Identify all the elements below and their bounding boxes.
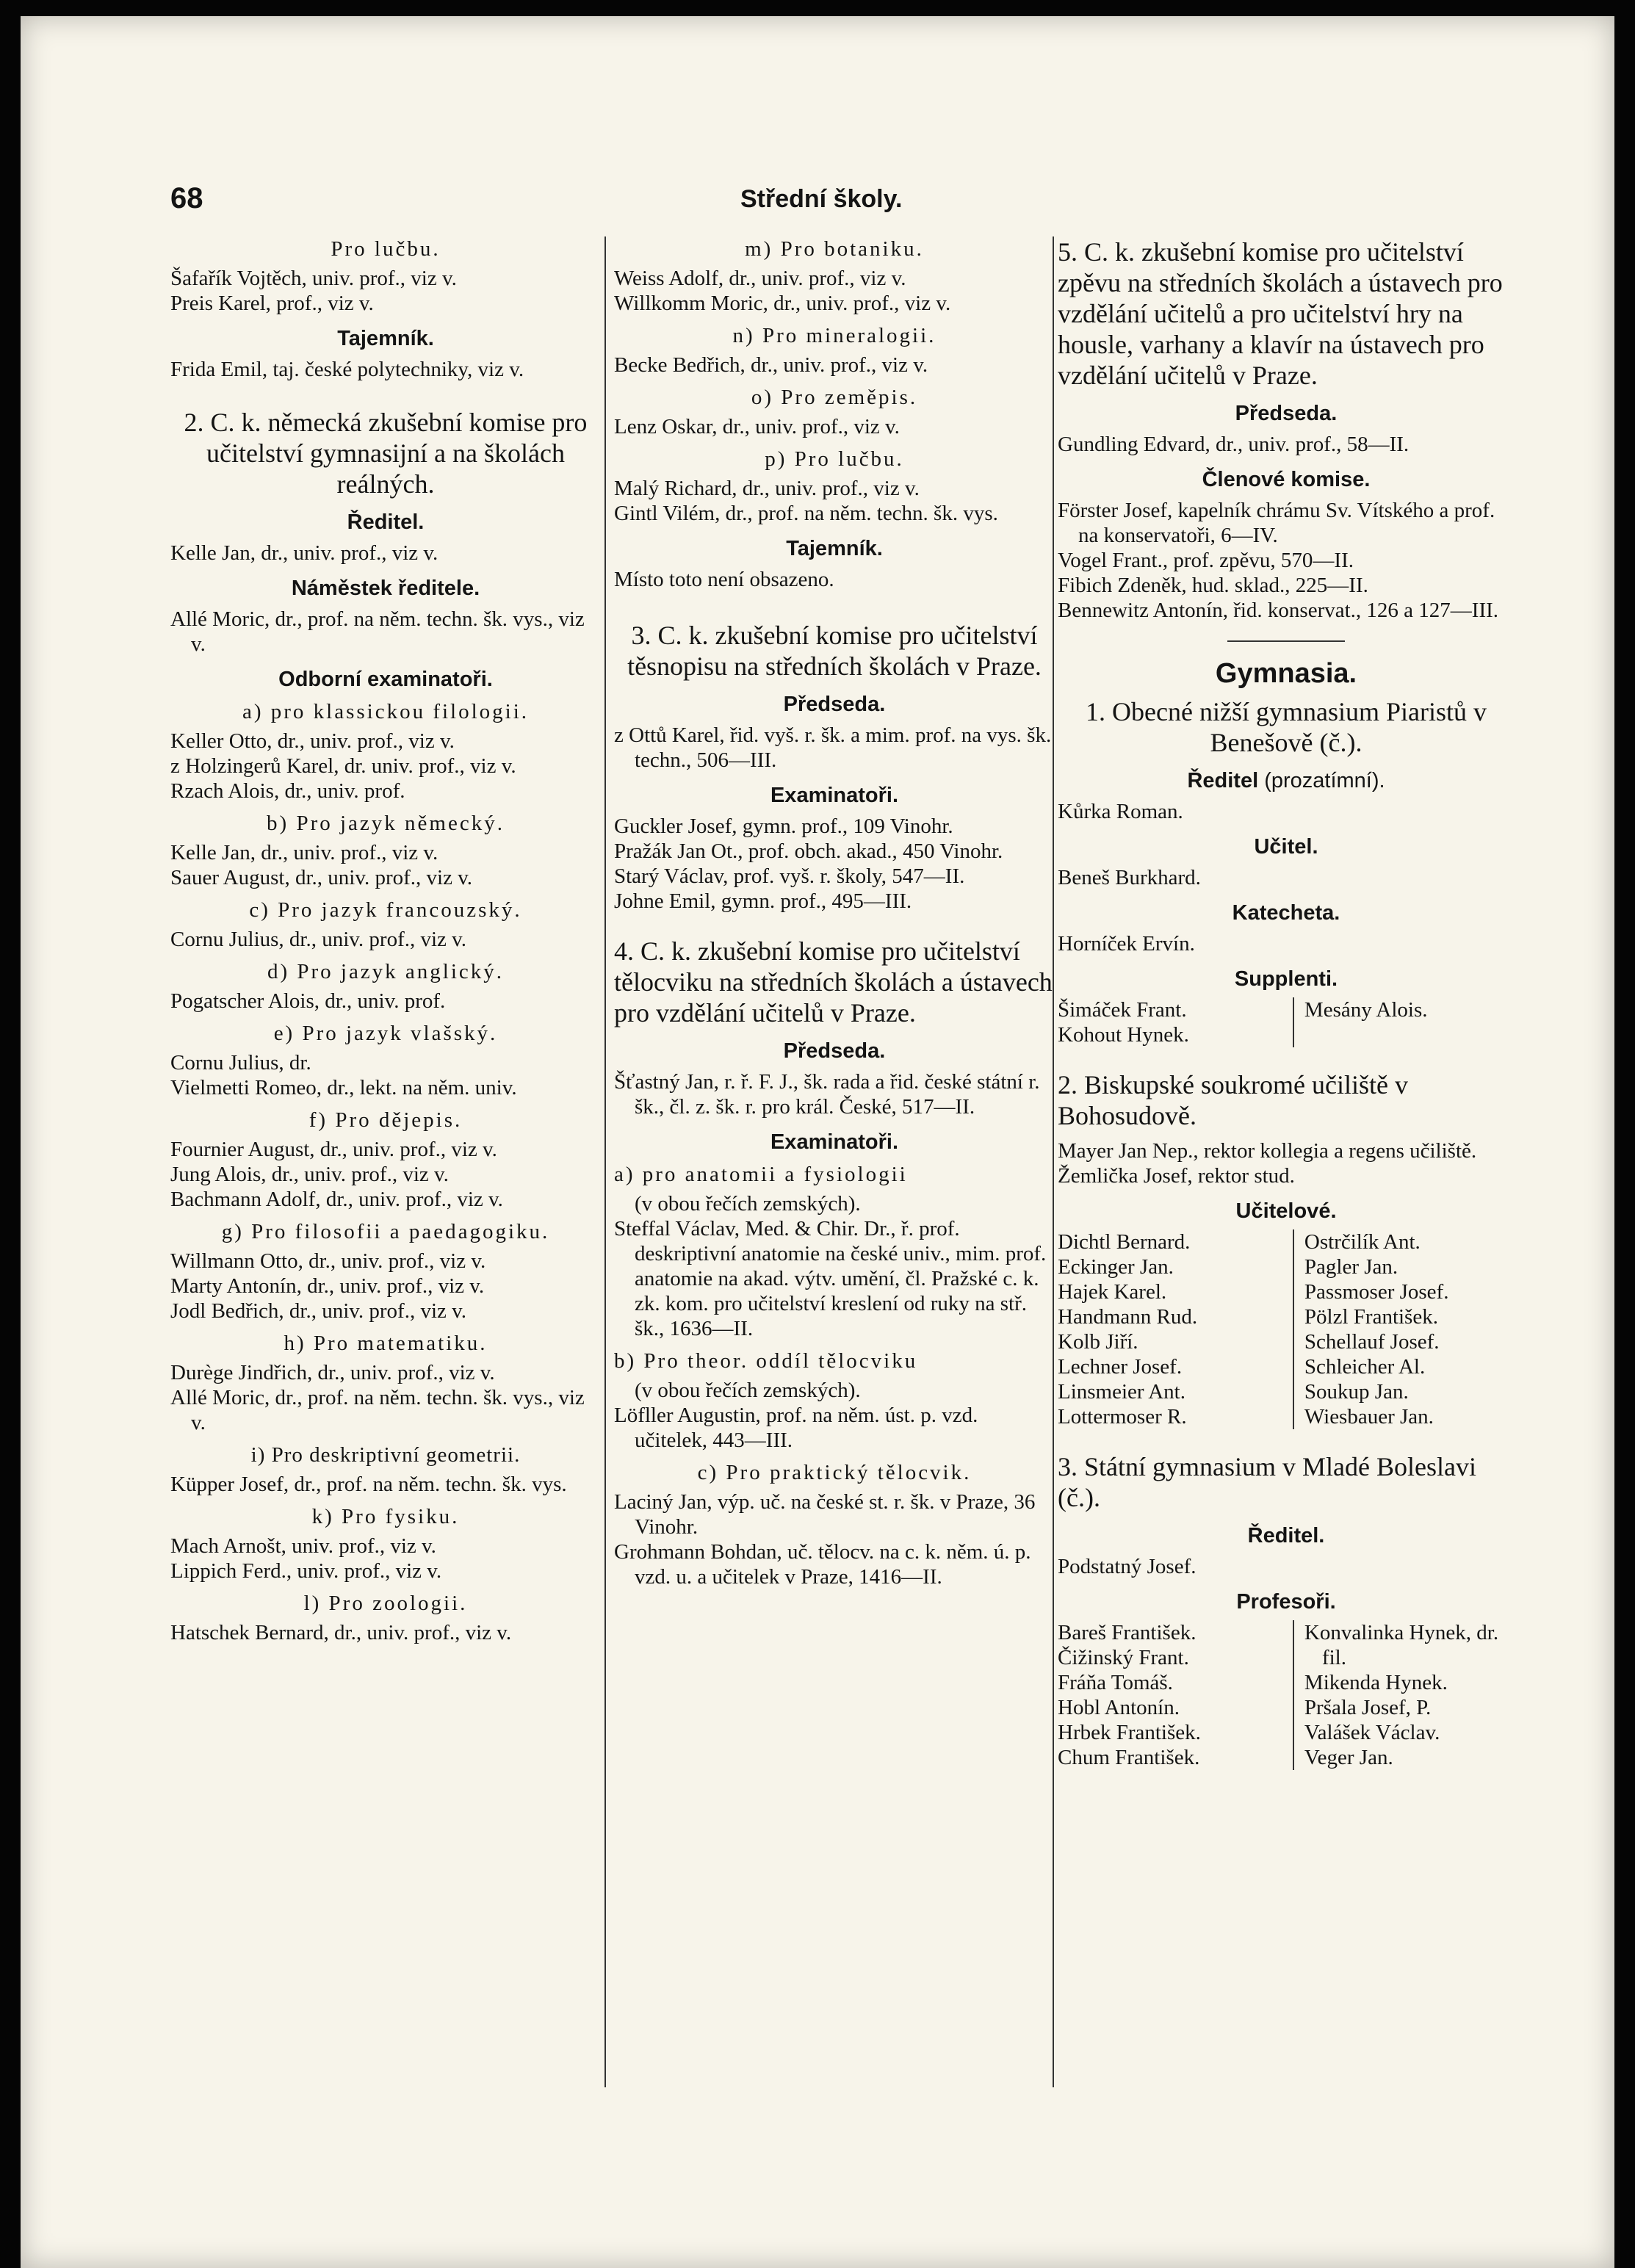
entry: Mach Arnošt, univ. prof., viz v.	[170, 1534, 436, 1558]
entry: Hatschek Bernard, dr., univ. prof., viz v.	[170, 1621, 512, 1644]
entry: Lenz Oskar, dr., univ. prof., viz v.	[614, 415, 900, 438]
two-column-list	[1058, 997, 1515, 1047]
list-item: Kohout Hynek.	[1058, 1023, 1189, 1047]
entry: Kelle Jan, dr., univ. prof., viz v.	[170, 541, 438, 565]
column-divider	[604, 236, 606, 2087]
list-item: Passmoser Josef.	[1304, 1280, 1449, 1304]
entry: Mayer Jan Nep., rektor kollegia a regens učiliště.	[1058, 1139, 1477, 1163]
entry: Vogel Frant., prof. zpěvu, 570—II.	[1058, 549, 1354, 572]
entry: Durège Jindřich, dr., univ. prof., viz v.	[170, 1361, 495, 1384]
entry: Fibich Zdeněk, hud. sklad., 225—II.	[1058, 574, 1368, 597]
school-title: 2. Biskupské soukromé učiliště v Bohosudově.	[1058, 1070, 1408, 1130]
list-right	[1294, 1620, 1515, 1770]
entry: Preis Karel, prof., viz v.	[170, 292, 374, 315]
list-right	[1294, 997, 1515, 1047]
list-item: Pagler Jan.	[1304, 1255, 1398, 1279]
entry: Allé Moric, dr., prof. na něm. techn. šk. vys., viz v.	[170, 1386, 585, 1434]
entry: Bennewitz Antonín, řid. konservat., 126 a 127—III.	[1058, 599, 1499, 622]
list-item: Lottermoser R.	[1058, 1405, 1187, 1429]
list-left	[1058, 1229, 1294, 1429]
list-item: Lechner Josef.	[1058, 1355, 1183, 1379]
subject-heading: a) pro anatomii a fysiologii	[614, 1163, 908, 1186]
entry: Guckler Josef, gymn. prof., 109 Vinohr.	[614, 815, 953, 838]
entry: Willkomm Moric, dr., univ. prof., viz v.	[614, 292, 951, 315]
entry: Horníček Ervín.	[1058, 932, 1195, 956]
list-item: Pölzl František.	[1304, 1305, 1438, 1329]
heading-namestek: Náměstek ředitele.	[291, 577, 480, 600]
list-item: Wiesbauer Jan.	[1304, 1405, 1434, 1429]
school-title: 3. Státní gymnasium v Mladé Boleslavi (č.).	[1058, 1452, 1476, 1512]
heading-odborni: Odborní examinatoři.	[278, 668, 493, 691]
subject-heading: k) Pro fysiku.	[311, 1505, 460, 1528]
list-item: Schleicher Al.	[1304, 1355, 1426, 1379]
subject-heading: d) Pro jazyk anglický.	[267, 960, 505, 983]
two-column-list	[1058, 1229, 1515, 1429]
entry: Beneš Burkhard.	[1058, 866, 1201, 889]
heading-predseda: Předseda.	[783, 1039, 886, 1063]
entry: Šafařík Vojtěch, univ. prof., viz v.	[170, 267, 457, 290]
entry: Kelle Jan, dr., univ. prof., viz v.	[170, 841, 438, 864]
heading-supplenti: Supplenti.	[1234, 967, 1338, 991]
subject-note: (v obou řečích zemských).	[635, 1192, 861, 1216]
list-item: Veger Jan.	[1304, 1746, 1393, 1769]
subject-heading: b) Pro jazyk německý.	[267, 812, 505, 835]
subject-heading: m) Pro botaniku.	[745, 237, 924, 261]
heading-examinatori: Examinatoři.	[770, 784, 899, 807]
school-title: 1. Obecné nižší gymnasium Piaristů v Benešově (č.).	[1086, 697, 1487, 757]
entry: Laciný Jan, výp. uč. na české st. r. šk. v Praze, 36 Vinohr.	[614, 1490, 1036, 1539]
entry: Kůrka Roman.	[1058, 800, 1183, 823]
list-item: Bareš František.	[1058, 1621, 1197, 1644]
subject-heading: e) Pro jazyk vlašský.	[273, 1022, 498, 1045]
entry: Malý Richard, dr., univ. prof., viz v.	[614, 477, 920, 500]
list-item: Linsmeier Ant.	[1058, 1380, 1185, 1404]
heading-tajemnik: Tajemník.	[337, 327, 434, 350]
heading-ucitel: Učitel.	[1254, 835, 1318, 859]
subject-heading: h) Pro matematiku.	[284, 1332, 488, 1355]
entry: Fournier August, dr., univ. prof., viz v.	[170, 1138, 497, 1161]
entry: Steffal Václav, Med. & Chir. Dr., ř. prof. deskriptivní anatomie na české univ., mim. prof. anatomie na akad. výtv. umění, čl. Pražské c. k. zk. kom. pro učitelství kreslení od ruky na stř. šk., 1636—II.	[614, 1217, 1047, 1340]
running-head: Střední školy.	[740, 185, 903, 213]
heading-profesori: Profesoři.	[1236, 1590, 1336, 1614]
entry: Willmann Otto, dr., univ. prof., viz v.	[170, 1249, 486, 1273]
subject-heading: l) Pro zoologii.	[303, 1592, 468, 1615]
subject-heading: i) Pro deskriptivní geometrii.	[250, 1443, 521, 1467]
document-page	[21, 16, 1614, 2268]
heading-clenove: Členové komise.	[1202, 468, 1371, 491]
list-item: Hrbek František.	[1058, 1721, 1201, 1744]
entry: Marty Antonín, dr., univ. prof., viz v.	[170, 1274, 485, 1298]
subject-heading: f) Pro dějepis.	[308, 1108, 463, 1132]
entry: Weiss Adolf, dr., univ. prof., viz v.	[614, 267, 906, 290]
entry: Cornu Julius, dr.	[170, 1051, 311, 1075]
subject-heading: c) Pro praktický tělocvik.	[697, 1461, 972, 1484]
entry: Förster Josef, kapelník chrámu Sv. Vítského a prof. na konservatoři, 6—IV.	[1058, 499, 1495, 547]
entry: Pogatscher Alois, dr., univ. prof.	[170, 989, 446, 1013]
list-item: Fráňa Tomáš.	[1058, 1671, 1173, 1694]
entry: Frida Emil, taj. české polytechniky, viz v.	[170, 358, 524, 381]
entry: Starý Václav, prof. vyš. r. školy, 547—II.	[614, 864, 965, 888]
list-item: Pršala Josef, P.	[1304, 1696, 1432, 1719]
subject-heading: n) Pro mineralogii.	[732, 324, 936, 347]
entry: Podstatný Josef.	[1058, 1555, 1197, 1578]
list-item: Mikenda Hynek.	[1304, 1671, 1448, 1694]
list-left	[1058, 997, 1294, 1047]
heading-reditel: Ředitel.	[1247, 1524, 1325, 1547]
list-item: Šimáček Frant.	[1058, 998, 1187, 1022]
entry: Žemlička Josef, rektor stud.	[1058, 1164, 1295, 1188]
heading-reditel-note: (prozatímní).	[1264, 769, 1385, 792]
two-column-list	[1058, 1620, 1515, 1770]
subject-heading: a) pro klassickou filologii.	[242, 700, 530, 723]
entry: Sauer August, dr., univ. prof., viz v.	[170, 866, 473, 889]
list-item: Kolb Jiří.	[1058, 1330, 1138, 1354]
list-item: Handmann Rud.	[1058, 1305, 1198, 1329]
list-item: Eckinger Jan.	[1058, 1255, 1174, 1279]
entry: z Ottů Karel, řid. vyš. r. šk. a mim. prof. na vys. šk. techn., 506—III.	[614, 723, 1052, 772]
entry: Pražák Jan Ot., prof. obch. akad., 450 Vinohr.	[614, 839, 1003, 863]
list-item: Mesány Alois.	[1304, 998, 1428, 1022]
commission-title: 3. C. k. zkušební komise pro učitelství těsnopisu na středních školách v Praze.	[627, 621, 1042, 681]
heading-examinatori: Examinatoři.	[770, 1130, 899, 1154]
entry: Bachmann Adolf, dr., univ. prof., viz v.	[170, 1188, 503, 1211]
heading-reditel-label: Ředitel	[1187, 769, 1259, 792]
subject-heading: o) Pro zeměpis.	[751, 386, 918, 409]
heading-ucitelove: Učitelové.	[1235, 1199, 1337, 1223]
entry: Cornu Julius, dr., univ. prof., viz v.	[170, 928, 467, 951]
entry: Jung Alois, dr., univ. prof., viz v.	[170, 1163, 449, 1186]
entry: Grohmann Bohdan, uč. tělocv. na c. k. něm. ú. p. vzd. u. a učitelek v Praze, 1416—II.	[614, 1540, 1031, 1589]
list-item: Dichtl Bernard.	[1058, 1230, 1191, 1254]
section-divider	[1227, 640, 1345, 642]
entry: Místo toto není obsazeno.	[614, 568, 834, 591]
heading-reditel	[1058, 768, 1515, 793]
heading-reditel: Ředitel.	[347, 510, 425, 534]
list-left	[1058, 1620, 1294, 1770]
list-item: Valášek Václav.	[1304, 1721, 1440, 1744]
entry: Jodl Bedřich, dr., univ. prof., viz v.	[170, 1299, 466, 1323]
subject-heading: b) Pro theor. oddíl tělocviku	[614, 1349, 918, 1373]
commission-title: 5. C. k. zkušební komise pro učitelství zpěvu na středních školách a ústavech pro vzdělání učitelů a pro učitelství hry na housle, varhany a klavír na ústavech pro vzdělání učitelů v Praze.	[1058, 237, 1503, 390]
list-item: Hobl Antonín.	[1058, 1696, 1180, 1719]
list-item: Schellauf Josef.	[1304, 1330, 1440, 1354]
subject-heading: c) Pro jazyk francouzský.	[249, 898, 522, 922]
section-heading: Pro lučbu.	[331, 237, 441, 261]
entry: Vielmetti Romeo, dr., lekt. na něm. univ.	[170, 1076, 517, 1099]
subject-note: (v obou řečích zemských).	[635, 1379, 861, 1402]
subject-heading: p) Pro lučbu.	[765, 447, 904, 471]
list-right	[1294, 1229, 1515, 1429]
entry: Löfller Augustin, prof. na něm. úst. p. vzd. učitelek, 443—III.	[614, 1404, 978, 1452]
list-item: Soukup Jan.	[1304, 1380, 1409, 1404]
entry: Allé Moric, dr., prof. na něm. techn. šk. vys., viz v.	[170, 607, 585, 656]
column-3	[1058, 236, 1515, 1773]
column-1	[170, 236, 601, 1645]
entry: Becke Bedřich, dr., univ. prof., viz v.	[614, 353, 928, 377]
entry: Lippich Ferd., univ. prof., viz v.	[170, 1559, 442, 1583]
entry: Keller Otto, dr., univ. prof., viz v.	[170, 729, 455, 753]
heading-tajemnik: Tajemník.	[786, 537, 883, 560]
commission-title: 4. C. k. zkušební komise pro učitelství tělocviku na středních školách a ústavech pro vzdělání učitelů v Praze.	[614, 936, 1053, 1028]
list-item: Hajek Karel.	[1058, 1280, 1167, 1304]
heading-predseda: Předseda.	[783, 693, 886, 716]
column-2	[614, 236, 1055, 1589]
heading-gymnasia: Gymnasia.	[1215, 658, 1357, 689]
list-item: Čižinský Frant.	[1058, 1646, 1189, 1669]
entry: z Holzingerů Karel, dr. univ. prof., viz v.	[170, 754, 516, 778]
entry: Johne Emil, gymn. prof., 495—III.	[614, 889, 912, 913]
heading-katecheta: Katecheta.	[1232, 901, 1340, 925]
list-item: Ostrčilík Ant.	[1304, 1230, 1421, 1254]
commission-title: 2. C. k. německá zkušební komise pro učitelství gymnasijní a na školách reálných.	[184, 408, 588, 499]
page-number: 68	[170, 182, 203, 214]
entry: Šťastný Jan, r. ř. F. J., šk. rada a řid. české státní r. šk., čl. z. šk. r. pro král. České, 517—II.	[614, 1070, 1040, 1119]
list-item: Chum František.	[1058, 1746, 1200, 1769]
entry: Rzach Alois, dr., univ. prof.	[170, 779, 405, 803]
entry: Gintl Vilém, dr., prof. na něm. techn. šk. vys.	[614, 502, 998, 525]
heading-predseda: Předseda.	[1235, 402, 1338, 425]
list-item: Konvalinka Hynek, dr. fil.	[1304, 1621, 1499, 1669]
entry: Gundling Edvard, dr., univ. prof., 58—II.	[1058, 433, 1410, 456]
subject-heading: g) Pro filosofii a paedagogiku.	[221, 1220, 550, 1243]
entry: Küpper Josef, dr., prof. na něm. techn. šk. vys.	[170, 1473, 567, 1496]
